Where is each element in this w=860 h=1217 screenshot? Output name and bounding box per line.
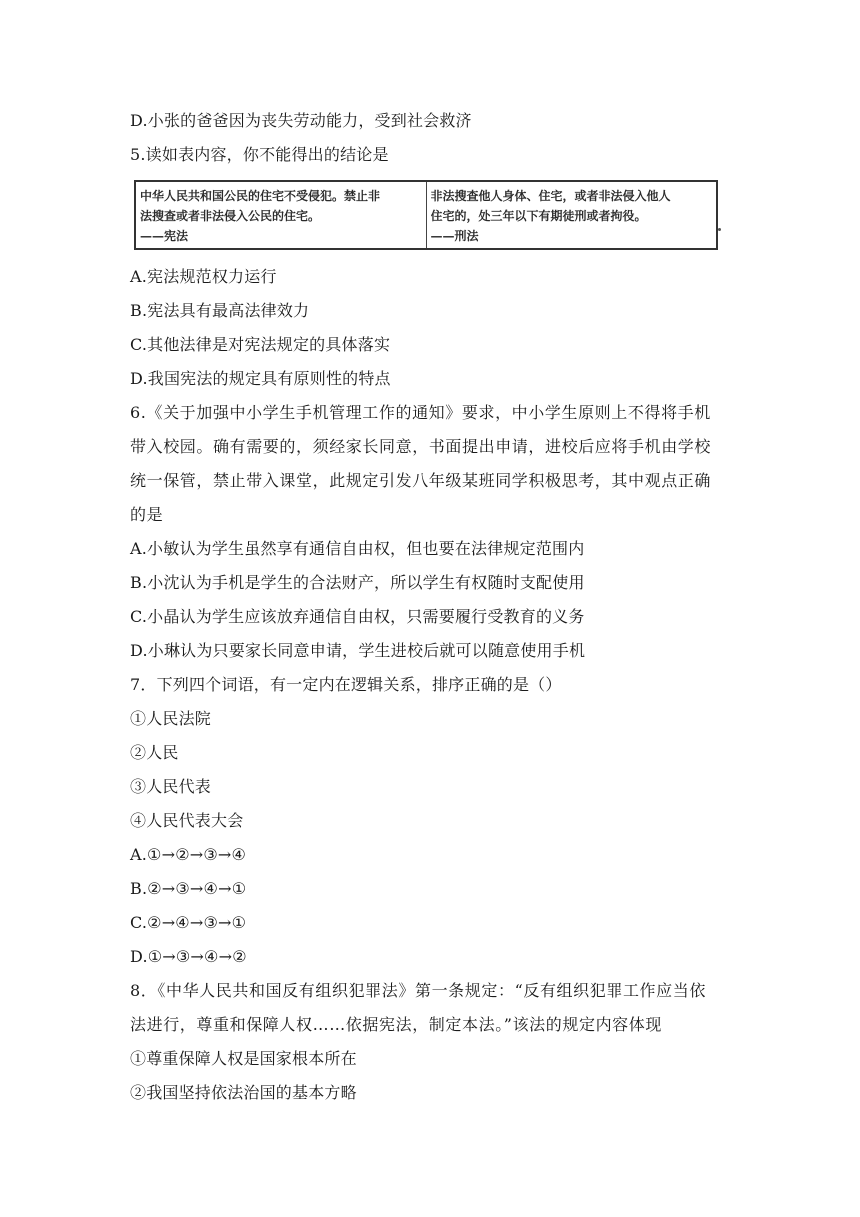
q5-option-a: A.宪法规范权力运行 xyxy=(130,267,277,286)
q7-item: ②人民 xyxy=(130,743,179,762)
table-text: 住宅的，处三年以下有期徒刑或者拘役。 xyxy=(430,209,647,223)
q6-option-a: A.小敏认为学生虽然享有通信自由权，但也要在法律规定范围内 xyxy=(130,539,585,558)
document-body xyxy=(130,104,730,1110)
q6-stem-line: 带入校园。确有需要的，须经家长同意，书面提出申请，进校后应将手机由学校 xyxy=(130,437,712,456)
q7-item: ④人民代表大会 xyxy=(130,811,244,830)
q7-option-c: C.②→④→③→① xyxy=(130,913,247,932)
q7-option-b: B.②→③→④→① xyxy=(130,879,247,898)
q7-stem: 7．下列四个词语，有一定内在逻辑关系，排序正确的是（） xyxy=(130,675,562,694)
table-text: 非法搜查他人身体、住宅，或者非法侵入他人 xyxy=(430,189,671,203)
q8-item: ①尊重保障人权是国家根本所在 xyxy=(130,1049,357,1068)
q7-option-d: D.①→③→④→② xyxy=(130,947,247,966)
scan-speck xyxy=(718,228,721,231)
q6-option-d: D.小琳认为只要家长同意申请，学生进校后就可以随意使用手机 xyxy=(130,641,586,660)
q6-option-b: B.小沈认为手机是学生的合法财产，所以学生有权随时支配使用 xyxy=(130,573,585,592)
q5-option-b: B.宪法具有最高法律效力 xyxy=(130,301,310,320)
q8-item: ②我国坚持依法治国的基本方略 xyxy=(130,1083,357,1102)
table-cell-constitution xyxy=(136,182,426,248)
q8-stem-line: 法进行，尊重和保障人权……依据宪法，制定本法。”该法的规定内容体现 xyxy=(130,1015,662,1034)
table-text: 法搜查或者非法侵入公民的住宅。 xyxy=(140,209,321,223)
q8-stem-line: 8．《中华人民共和国反有组织犯罪法》第一条规定：“反有组织犯罪工作应当依 xyxy=(130,981,706,1000)
q4-option-d: D.小张的爸爸因为丧失劳动能力，受到社会救济 xyxy=(130,111,472,130)
table-source: ——刑法 xyxy=(430,229,479,243)
q7-item: ③人民代表 xyxy=(130,777,212,796)
q5-stem: 5.读如表内容，你不能得出的结论是 xyxy=(130,145,389,164)
law-comparison-table xyxy=(134,180,718,250)
table-source: ——宪法 xyxy=(140,229,189,243)
q6-stem-line: 统一保管，禁止带入课堂，此规定引发八年级某班同学积极思考，其中观点正确 xyxy=(130,471,712,490)
q5-option-d: D.我国宪法的规定具有原则性的特点 xyxy=(130,369,391,388)
q7-option-a: A.①→②→③→④ xyxy=(130,845,247,864)
table-cell-criminal-law xyxy=(426,182,717,248)
table-text: 中华人民共和国公民的住宅不受侵犯。禁止非 xyxy=(140,189,381,203)
q5-option-c: C.其他法律是对宪法规定的具体落实 xyxy=(130,335,391,354)
q6-option-c: C.小晶认为学生应该放弃通信自由权，只需要履行受教育的义务 xyxy=(130,607,585,626)
q6-stem-line: 的是 xyxy=(130,505,164,524)
q6-stem-line: 6.《关于加强中小学生手机管理工作的通知》要求，中小学生原则上不得将手机 xyxy=(130,403,711,422)
q7-item: ①人民法院 xyxy=(130,709,212,728)
